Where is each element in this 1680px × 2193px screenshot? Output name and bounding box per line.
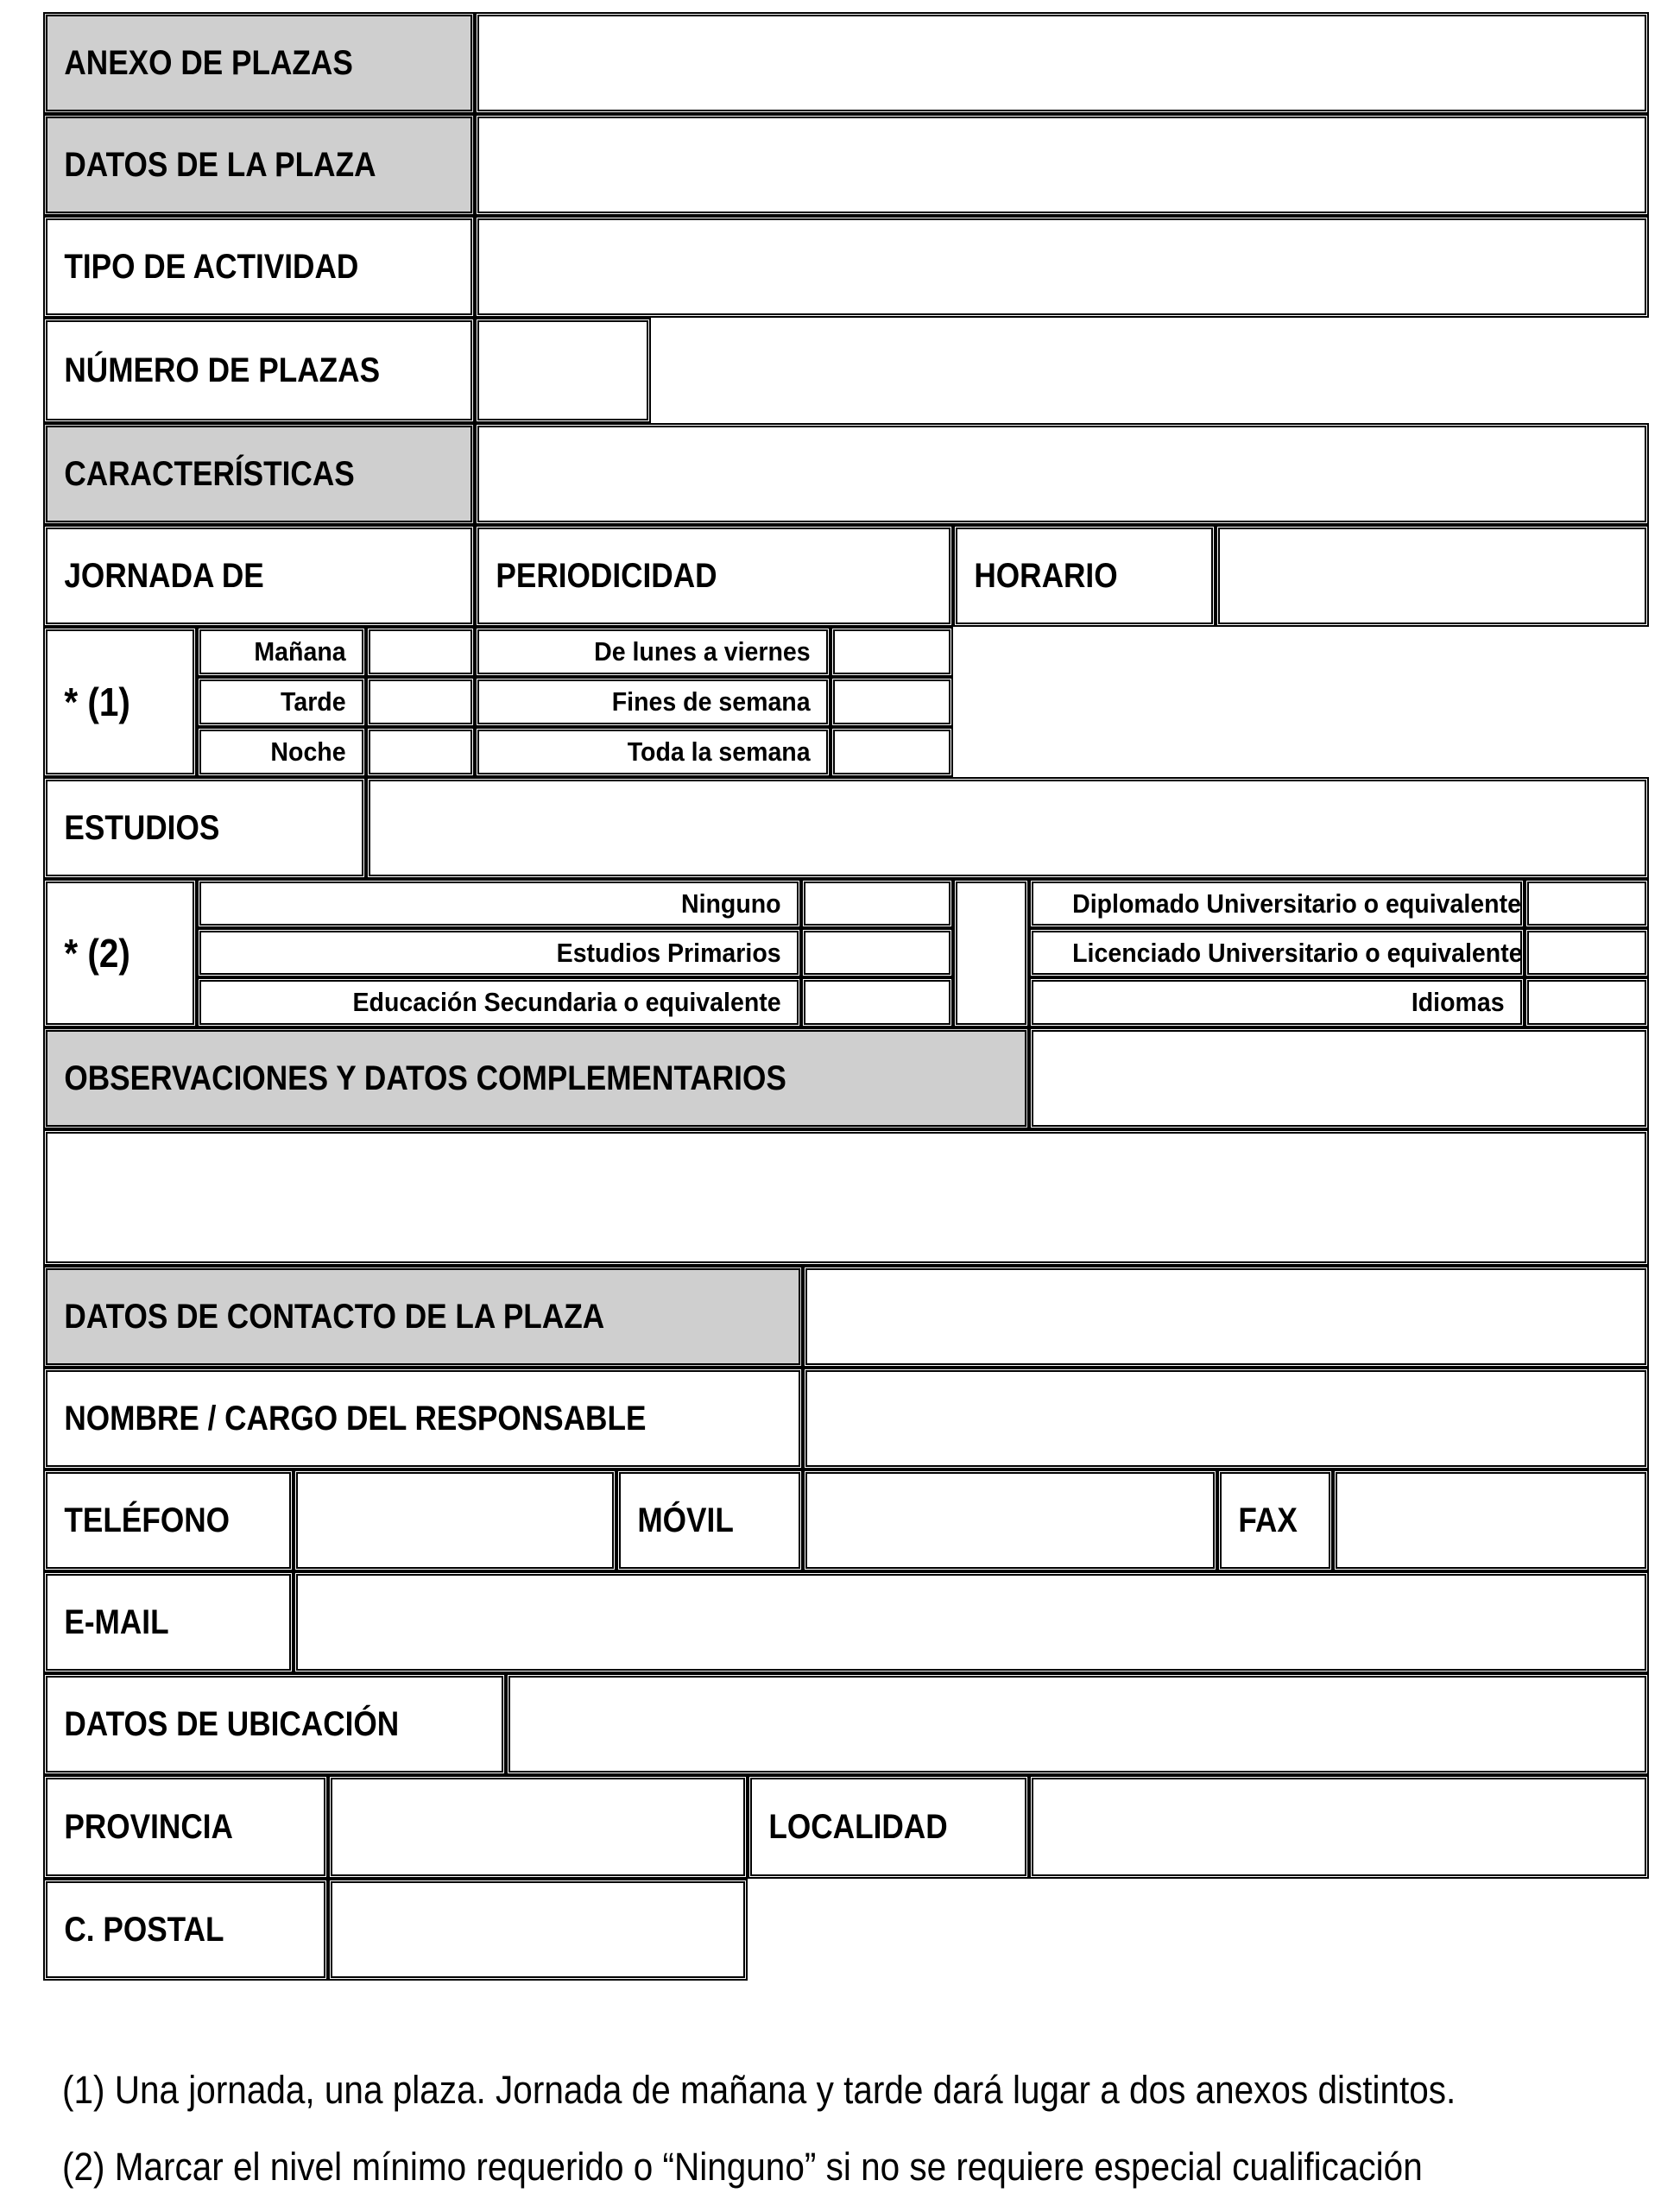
- ubicacion-field[interactable]: [506, 1673, 1649, 1775]
- estudios-secundaria-text: Educación Secundaria o equivalente: [352, 987, 781, 1017]
- estudios-label: [43, 777, 366, 879]
- estudios-option-label: [197, 879, 801, 928]
- responsable-field[interactable]: [803, 1368, 1649, 1469]
- periodicidad-option-label: [475, 727, 831, 777]
- observaciones-text: OBSERVACIONES Y DATOS COMPLEMENTARIOS: [64, 1059, 786, 1097]
- movil-label: [616, 1469, 803, 1571]
- periodicidad-lv-checkbox[interactable]: [831, 627, 953, 677]
- horario-label: [953, 525, 1216, 627]
- anexo-text: ANEXO DE PLAZAS: [64, 43, 353, 82]
- mark-1-cell: [43, 627, 197, 777]
- cpostal-text: C. POSTAL: [64, 1910, 224, 1949]
- jornada-option-label: [197, 627, 366, 677]
- jornada-option-label: [197, 727, 366, 777]
- estudios-ninguno-checkbox[interactable]: [801, 879, 953, 928]
- telefono-text: TELÉFONO: [64, 1501, 231, 1539]
- datos-plaza-text: DATOS DE LA PLAZA: [64, 145, 376, 184]
- periodicidad-text: PERIODICIDAD: [496, 556, 717, 595]
- ubicacion-label: [43, 1673, 506, 1775]
- horario-field[interactable]: [1216, 525, 1649, 627]
- caracteristicas-field[interactable]: [475, 423, 1649, 525]
- telefono-label: [43, 1469, 294, 1571]
- periodicidad-option-label: [475, 627, 831, 677]
- tipo-actividad-text: TIPO DE ACTIVIDAD: [64, 247, 359, 286]
- email-label: [43, 1571, 294, 1673]
- jornada-text: JORNADA DE: [64, 556, 264, 595]
- datos-plaza-label: [43, 114, 475, 216]
- anexo-label: [43, 12, 475, 114]
- estudios-field[interactable]: [366, 777, 1649, 879]
- responsable-label: [43, 1368, 803, 1469]
- fax-field[interactable]: [1333, 1469, 1649, 1571]
- mark-1-text: * (1): [64, 679, 130, 724]
- email-field[interactable]: [294, 1571, 1649, 1673]
- contacto-label: [43, 1266, 803, 1368]
- cpostal-label: [43, 1879, 328, 1981]
- provincia-label: [43, 1775, 328, 1879]
- mark-2-text: * (2): [64, 931, 130, 976]
- fax-text: FAX: [1238, 1501, 1298, 1539]
- jornada-tarde-checkbox[interactable]: [366, 677, 475, 727]
- movil-field[interactable]: [803, 1469, 1217, 1571]
- telefono-field[interactable]: [294, 1469, 616, 1571]
- periodicidad-lv-text: De lunes a viernes: [594, 636, 811, 667]
- contacto-text: DATOS DE CONTACTO DE LA PLAZA: [64, 1297, 605, 1336]
- estudios-ninguno-text: Ninguno: [680, 888, 781, 919]
- estudios-idiomas-text: Idiomas: [1411, 987, 1505, 1017]
- fax-label: [1217, 1469, 1333, 1571]
- estudios-secundaria-checkbox[interactable]: [801, 977, 953, 1027]
- responsable-text: NOMBRE / CARGO DEL RESPONSABLE: [64, 1399, 647, 1438]
- periodicidad-label: [475, 525, 953, 627]
- tipo-actividad-label: [43, 216, 475, 318]
- estudios-primarios-text: Estudios Primarios: [556, 937, 781, 968]
- mark-2-cell: [43, 879, 197, 1027]
- periodicidad-fs-text: Fines de semana: [611, 686, 811, 717]
- email-text: E-MAIL: [64, 1602, 169, 1641]
- jornada-tarde-text: Tarde: [281, 686, 346, 717]
- periodicidad-fs-checkbox[interactable]: [831, 677, 953, 727]
- estudios-option-label: [197, 928, 801, 977]
- jornada-manana-text: Mañana: [254, 636, 346, 667]
- localidad-field[interactable]: [1029, 1775, 1649, 1879]
- numero-plazas-label: [43, 318, 475, 423]
- estudios-spacer: [953, 879, 1029, 1027]
- estudios-primarios-checkbox[interactable]: [801, 928, 953, 977]
- estudios-option-label: [1029, 879, 1525, 928]
- estudios-licenciado-text: Licenciado Universitario o equivalente: [1072, 937, 1523, 968]
- estudios-option-label: [197, 977, 801, 1027]
- estudios-diplomado-text: Diplomado Universitario o equivalente: [1072, 888, 1521, 919]
- numero-plazas-field[interactable]: [475, 318, 651, 423]
- cpostal-field[interactable]: [328, 1879, 748, 1981]
- ubicacion-text: DATOS DE UBICACIÓN: [64, 1704, 400, 1743]
- movil-text: MÓVIL: [637, 1501, 734, 1539]
- observaciones-field[interactable]: [43, 1129, 1649, 1266]
- footnote-1: (1) Una jornada, una plaza. Jornada de mañana y tarde dará lugar a dos anexos distintos.: [62, 2068, 1456, 2112]
- horario-text: HORARIO: [974, 556, 1118, 595]
- jornada-noche-text: Noche: [270, 736, 346, 767]
- localidad-text: LOCALIDAD: [768, 1807, 948, 1846]
- jornada-label: [43, 525, 475, 627]
- observaciones-label: [43, 1027, 1029, 1129]
- provincia-text: PROVINCIA: [64, 1807, 233, 1846]
- caracteristicas-text: CARACTERÍSTICAS: [64, 454, 355, 493]
- estudios-licenciado-checkbox[interactable]: [1525, 928, 1649, 977]
- datos-plaza-field[interactable]: [475, 114, 1649, 216]
- jornada-noche-checkbox[interactable]: [366, 727, 475, 777]
- estudios-option-label: [1029, 928, 1525, 977]
- estudios-diplomado-checkbox[interactable]: [1525, 879, 1649, 928]
- numero-plazas-text: NÚMERO DE PLAZAS: [64, 351, 381, 389]
- footnote-2: (2) Marcar el nivel mínimo requerido o “Ninguno” si no se requiere especial cualificación: [62, 2145, 1423, 2189]
- jornada-manana-checkbox[interactable]: [366, 627, 475, 677]
- contacto-field[interactable]: [803, 1266, 1649, 1368]
- estudios-idiomas-checkbox[interactable]: [1525, 977, 1649, 1027]
- periodicidad-option-label: [475, 677, 831, 727]
- caracteristicas-label: [43, 423, 475, 525]
- periodicidad-ts-text: Toda la semana: [627, 736, 811, 767]
- estudios-text: ESTUDIOS: [64, 808, 220, 847]
- anexo-field[interactable]: [475, 12, 1649, 114]
- tipo-actividad-field[interactable]: [475, 216, 1649, 318]
- periodicidad-ts-checkbox[interactable]: [831, 727, 953, 777]
- localidad-label: [748, 1775, 1029, 1879]
- estudios-option-label: [1029, 977, 1525, 1027]
- observaciones-side-field[interactable]: [1029, 1027, 1649, 1129]
- provincia-field[interactable]: [328, 1775, 748, 1879]
- jornada-option-label: [197, 677, 366, 727]
